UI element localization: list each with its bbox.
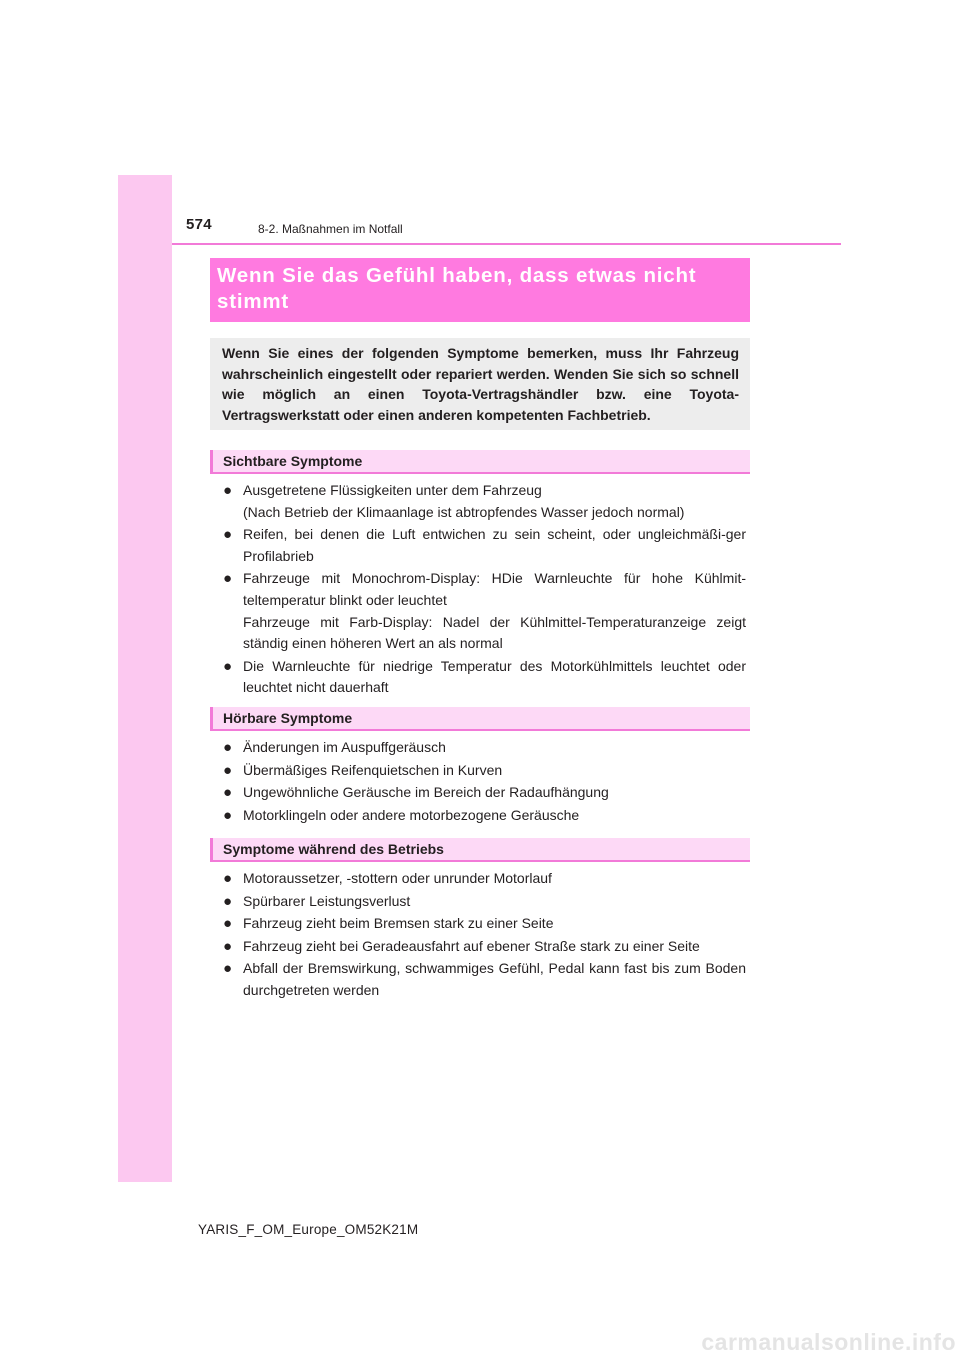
- list-item-text: Spürbarer Leistungsverlust: [243, 892, 411, 909]
- list-item-text: Änderungen im Auspuffgeräusch: [243, 739, 446, 755]
- list-item: [222, 782, 746, 804]
- list-item-text: Abfall der Bremswirkung, schwammiges Gefühl, Pedal kann fast bis zum Boden durchgetreten werden: [243, 960, 746, 998]
- list-item-text: Fahrzeuge mit Monochrom-Display: HDie Warnleuchte für hohe Kühlmit-teltemperatur blinkt oder leuchtet: [243, 570, 746, 608]
- list-item: [222, 737, 746, 759]
- bullet-icon: ●: [223, 784, 233, 802]
- list-item-text: Fahrzeug zieht beim Bremsen stark zu einer Seite: [243, 915, 554, 932]
- header-divider: [172, 243, 841, 245]
- list-item-text: (Nach Betrieb der Klimaanlage ist abtropfendes Wasser jedoch normal): [243, 503, 685, 520]
- audible-symptoms-list: [222, 737, 746, 827]
- list-item: [222, 891, 746, 913]
- chapter-tab-sidebar: [118, 175, 172, 1182]
- bullet-icon: ●: [223, 915, 233, 933]
- list-item: [222, 913, 746, 935]
- list-item-text: Die Warnleuchte für niedrige Temperatur des Motorkühlmittels leuchtet oder leuchtet nicht dauerhaft: [243, 657, 746, 696]
- bullet-icon: ●: [223, 806, 233, 824]
- section-heading-operational: Symptome während des Betriebs: [210, 838, 750, 862]
- document-code-footer: YARIS_F_OM_Europe_OM52K21M: [198, 1222, 419, 1237]
- list-item-text: Motorklingeln oder andere motorbezogene Geräusche: [243, 806, 580, 823]
- section-breadcrumb: 8-2. Maßnahmen im Notfall: [258, 222, 403, 236]
- bullet-icon: ●: [223, 937, 233, 955]
- bullet-icon: ●: [223, 892, 233, 910]
- list-item-text: Motoraussetzer, -stottern oder unrunder Motorlauf: [243, 870, 552, 886]
- section-heading-visible: Sichtbare Symptome: [210, 450, 750, 474]
- bullet-icon: ●: [223, 570, 233, 588]
- visible-symptoms-list: [222, 480, 746, 700]
- list-item: [222, 524, 746, 567]
- list-item-text: Ausgetretene Flüssigkeiten unter dem Fahrzeug: [243, 482, 542, 498]
- list-item: [222, 480, 746, 523]
- list-item: [222, 760, 746, 782]
- list-item: [222, 568, 746, 654]
- list-item-text: Übermäßiges Reifenquietschen in Kurven: [243, 761, 503, 778]
- section-heading-audible: Hörbare Symptome: [210, 707, 750, 731]
- intro-paragraph: Wenn Sie eines der folgenden Symptome bemerken, muss Ihr Fahrzeug wahrscheinlich eingestellt oder repariert werden. Wenden Sie sich so schnell wie möglich an einen Toyota-Vertragshändler bzw. eine Toyota-Vertragswerkstatt oder einen anderen kompetenten Fachbetrieb.: [210, 338, 750, 430]
- list-item: [222, 868, 746, 890]
- bullet-icon: ●: [223, 960, 233, 978]
- bullet-icon: ●: [223, 526, 233, 544]
- list-item-text: Fahrzeuge mit Farb-Display: Nadel der Kühlmittel-Temperaturanzeige zeigt ständig einen höheren Wert an als normal: [243, 613, 746, 652]
- watermark-text: carmanualsonline.info: [701, 1329, 956, 1355]
- list-item-text: Ungewöhnliche Geräusche im Bereich der Radaufhängung: [243, 784, 609, 801]
- bullet-icon: ●: [223, 761, 233, 779]
- bullet-icon: ●: [223, 739, 233, 756]
- operational-symptoms-list: [222, 868, 746, 1003]
- page-title: Wenn Sie das Gefühl haben, dass etwas nicht stimmt: [210, 258, 750, 322]
- page-number: 574: [186, 216, 212, 233]
- list-item-text: Reifen, bei denen die Luft entwichen zu sein scheint, oder ungleichmäßi-ger Profilabrieb: [243, 526, 746, 564]
- bullet-icon: ●: [223, 870, 233, 887]
- bullet-icon: ●: [223, 482, 233, 499]
- list-item: [222, 805, 746, 827]
- list-item: [222, 958, 746, 1001]
- list-item-text: Fahrzeug zieht bei Geradeausfahrt auf ebener Straße stark zu einer Seite: [243, 937, 700, 954]
- list-item: [222, 936, 746, 958]
- bullet-icon: ●: [223, 657, 233, 675]
- list-item: [222, 656, 746, 699]
